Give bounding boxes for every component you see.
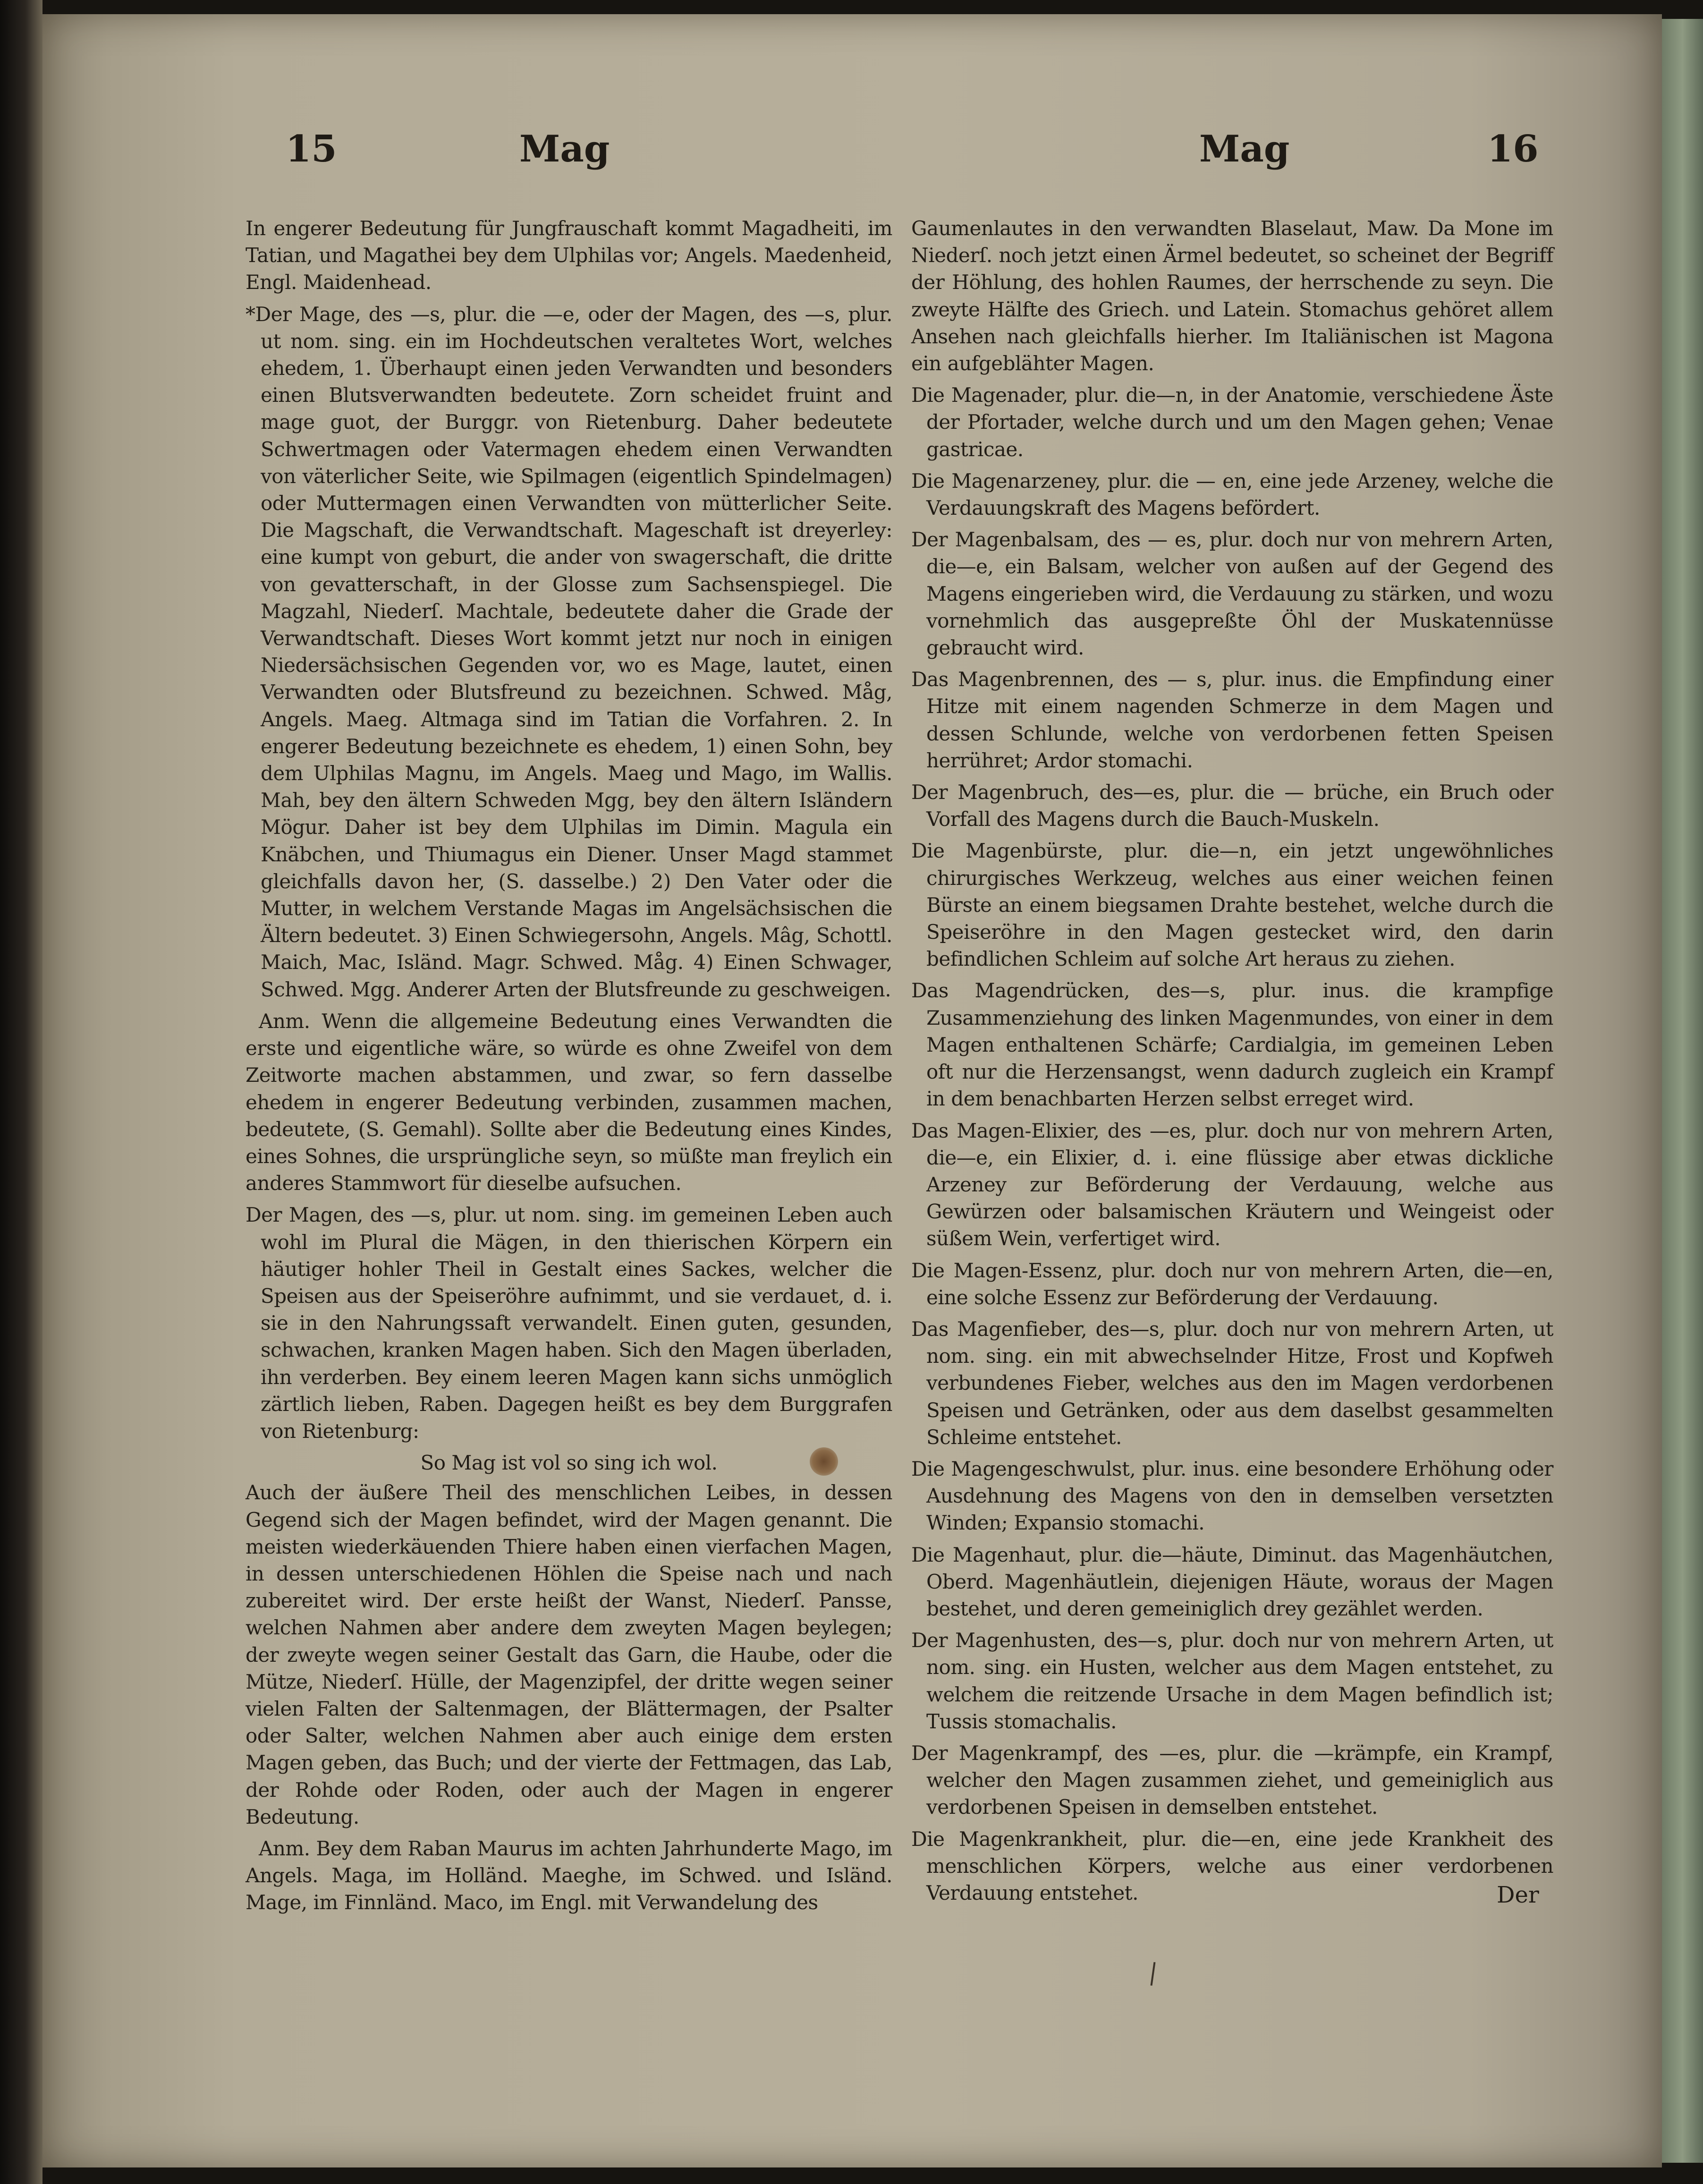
paragraph-magen-detail: Auch der äußere Theil des menschlichen Leibes, in dessen Gegend sich der Magen befindet, wird der Magen genannt. Die meisten wiederkäuenden Thiere haben einen vierfachen Magen, in dessen unterschiedenen Höhlen die Speise nach und nach zubereitet wird. Der erste heißt der Wanst, Niederſ. Pansse, welchen Nahmen aber andere dem zweyten Magen beylegen; der zweyte wegen seiner Gestalt das Garn, die Haube, oder die Mütze, Niederſ. Hülle, der Magenzipfel, der dritte wegen seiner vielen Falten der Saltenmagen, der Blättermagen, der Psalter oder Salter, welchen Nahmen aber auch einige dem ersten Magen geben, das Buch; und der vierte der Fettmagen, das Lab, der Rohde oder Roden, oder auch der Magen in engerer Bedeutung. (246, 1481, 892, 1828)
entry-magenarzeney: Die Magenarzeney, plur. die — en, eine jede Arzeney, welche die Verdauungskraft des Magens befördert. (911, 469, 1553, 520)
entry-magenhusten: Der Magenhusten, des—s, plur. doch nur von mehrern Arten, ut nom. sing. ein Husten, welcher aus dem Magen entstehet, zu welchem die reitzende Ursache in dem Magen befindlich ist; Tussis stomachalis. (911, 1629, 1553, 1733)
left-column (246, 215, 892, 1921)
right-column (911, 215, 1553, 1911)
entry-magen-essenz: Die Magen-Essenz, plur. doch nur von mehrern Arten, die—en, eine solche Essenz zur Beförderung der Verdauung. (911, 1258, 1553, 1309)
entry-magendruecken: Das Magendrücken, des—s, plur. inus. die krampfige Zusammenziehung des linken Magenmundes, von einer in dem Magen enthaltenen Schärfe; Cardialgia, im gemeinen Leben oft nur die Herzensangst, wenn dadurch zugleich ein Krampf in dem benachbarten Herzen selbst erreget wird. (911, 979, 1553, 1111)
entry-magenhaut: Die Magenhaut, plur. die—häute, Diminut. das Magenhäutchen, Oberd. Magenhäutlein, diejenigen Häute, woraus der Magen bestehet, und deren gemeiniglich drey gezählet werden. (911, 1543, 1553, 1620)
catchword: Der (1497, 1882, 1539, 1908)
entry-magengeschwulst: Die Magengeschwulst, plur. inus. eine besondere Erhöhung oder Ausdehnung des Magens von den in demselben versetzten Winden; Expansio stomachi. (911, 1457, 1553, 1535)
entry-magenbuerste: Die Magenbürste, plur. die—n, ein jetzt ungewöhnliches chirurgisches Werkzeug, welches aus einer weichen feinen Bürste an einem biegsamen Drahte bestehet, welche durch die Speiseröhre in den Magen gestecket wird, den darin befindlichen Schleim auf solche Art heraus zu ziehen. (911, 839, 1553, 971)
entry-magenbalsam: Der Magenbalsam, des — es, plur. doch nur von mehrern Arten, die—e, ein Balsam, welcher von außen auf der Gegend des Magens eingerieben wird, die Verdauung zu stärken, und wozu vornehmlich das ausgepreßte Öhl der Muskatennüsse gebraucht wird. (911, 528, 1553, 660)
paragraph-continuation: In engerer Bedeutung für Jungfrauschaft kommt Magadheiti, im Tatian, und Magathei bey dem Ulphilas vor; Angels. Maedenheid, Engl. Maidenhead. (246, 217, 892, 294)
entry-magenader: Die Magenader, plur. die—n, in der Anatomie, verschiedene Äste der Pfortader, welche durch und um den Magen gehen; Venae gastricae. (911, 383, 1553, 461)
note-mage: Anm. Wenn die allgemeine Bedeutung eines Verwandten die erste und eigentliche wäre, so würde es ohne Zweifel von dem Zeitworte machen abstammen, und zwar, so fern dasselbe ehedem in engerer Bedeutung verbinden, zusammen machen, bedeutete, (S. Gemahl). Sollte aber die Bedeutung eines Kindes, eines Sohnes, die ursprüngliche seyn, so müßte man freylich ein anderes Stammwort für dieselbe aufsuchen. (246, 1009, 892, 1195)
entry-magenbrennen: Das Magenbrennen, des — s, plur. inus. die Empfindung einer Hitze mit einem nagenden Schmerze in dem Magen und dessen Schlunde, welche von verdorbenen fetten Speisen herrühret; Ardor stomachi. (911, 668, 1553, 772)
note-magen: Anm. Bey dem Raban Maurus im achten Jahrhunderte Mago, im Angels. Maga, im Holländ. Maeghe, im Schwed. und Isländ. Mage, im Finnländ. Maco, im Engl. mit Verwandelung des (246, 1836, 892, 1914)
entry-magen-elixier: Das Magen-Elixier, des —es, plur. doch nur von mehrern Arten, die—e, ein Elixier, d. i. eine flüssige aber etwas dickliche Arzeney zur Beförderung der Verdauung, welche aus Gewürzen oder balsamischen Kräutern und Weingeist oder süßem Wein, verfertiget wird. (911, 1119, 1553, 1250)
running-head-left: Mag (519, 127, 610, 170)
entry-mage: *Der Mage, des —s, plur. die —e, oder der Magen, des —s, plur. ut nom. sing. ein im Hochdeutschen veraltetes Wort, welches ehedem, 1. Überhaupt einen jeden Verwandten und besonders einen Blutsverwandten bedeutete. Zorn scheidet fruint and mage guot, der Burggr. von Rietenburg. Daher bedeutete Schwertmagen oder Vatermagen ehedem einen Verwandten von väterlicher Seite, wie Spilmagen (eigentlich Spindelmagen) oder Muttermagen einen Verwandten von mütterlicher Seite. Die Magschaft, die Verwandtschaft. Mageschaft ist dreyerley: eine kumpt von geburt, die ander von swagerschaft, die dritte von gevatterschaft, in der Glosse zum Sachsenspiegel. Die Magzahl, Niederſ. Machtale, bedeutete daher die Grade der Verwandtschaft. Dieses Wort kommt jetzt nur noch in einigen Niedersächsischen Gegenden vor, wo es Mage, lautet, einen Verwandten oder Blutsfreund zu bezeichnen. Schwed. Måg, Angels. Maeg. Altmaga sind im Tatian die Vorfahren. 2. In engerer Bedeutung bezeichnete es ehedem, 1) einen Sohn, bey dem Ulphilas Magnu, im Angels. Maeg und Mago, im Wallis. Mah, bey den ältern Schweden Mgg, bey den ältern Isländern Mögur. Daher ist bey dem Ulphilas im Dimin. Magula ein Knäbchen, und Thiumagus ein Diener. Unser Magd stammet gleichfalls davon her, (S. dasselbe.) 2) Den Vater oder die Mutter, in welchem Verstande Magas im Angelsächsischen die Ältern bedeutet. 3) Einen Schwiegersohn, Angels. Mâg, Schottl. Maich, Mac, Isländ. Magr. Schwed. Måg. 4) Einen Schwager, Schwed. Mgg. Anderer Arten der Blutsfreunde zu geschweigen. (246, 302, 892, 1001)
running-head-right: Mag (1199, 127, 1290, 170)
paragraph-continuation-right: Gaumenlautes in den verwandten Blaselaut, Maw. Da Mone im Niederſ. noch jetzt einen Ärmel bedeutet, so scheinet der Begriff der Höhlung, des hohlen Raumes, der herrschende zu seyn. Die zweyte Hälfte des Griech. und Latein. Stomachus gehöret allem Ansehen nach gleichfalls hierher. Im Italiänischen ist Magona ein aufgeblähter Magen. (911, 217, 1553, 375)
verse-quotation: So Mag ist vol so sing ich wol. (420, 1451, 718, 1475)
entry-magenkrankheit: Die Magenkrankheit, plur. die—en, eine jede Krankheit des menschlichen Körpers, welche aus einer verdorbenen Verdauung entstehet. (911, 1827, 1553, 1904)
page-number-left: 15 (286, 127, 337, 170)
ink-stain (810, 1447, 838, 1476)
page-number-right: 16 (1487, 127, 1539, 170)
entry-magen: Der Magen, des —s, plur. ut nom. sing. im gemeinen Leben auch wohl im Plural die Mägen, in den thierischen Körpern ein häutiger hohler Theil in Gestalt eines Sackes, welcher die Speisen aus der Speiseröhre aufnimmt, und sie verdauet, d. i. sie in den Nahrungssaft verwandelt. Einen guten, gesunden, schwachen, kranken Magen haben. Sich den Magen überladen, ihn verderben. Bey einem leeren Magen kann sichs unmöglich zärtlich lieben, Raben. Dagegen heißt es bey dem Burggrafen von Rietenburg: (246, 1203, 892, 1443)
adjacent-page-edge (1662, 19, 1703, 2163)
book-spine-shadow (0, 0, 42, 2184)
entry-magenkrampf: Der Magenkrampf, des —es, plur. die —krämpfe, ein Krampf, welcher den Magen zusammen ziehet, und gemeiniglich aus verdorbenen Speisen in demselben entstehet. (911, 1741, 1553, 1819)
entry-magenbruch: Der Magenbruch, des—es, plur. die — brüche, ein Bruch oder Vorfall des Magens durch die Bauch-Muskeln. (911, 781, 1553, 831)
entry-magenfieber: Das Magenfieber, des—s, plur. doch nur von mehrern Arten, ut nom. sing. ein mit abwechselnder Hitze, Frost und Kopfweh verbundenes Fieber, welches aus den im Magen verdorbenen Speisen und Getränken, oder aus dem daselbst gesammelten Schleime entstehet. (911, 1317, 1553, 1449)
